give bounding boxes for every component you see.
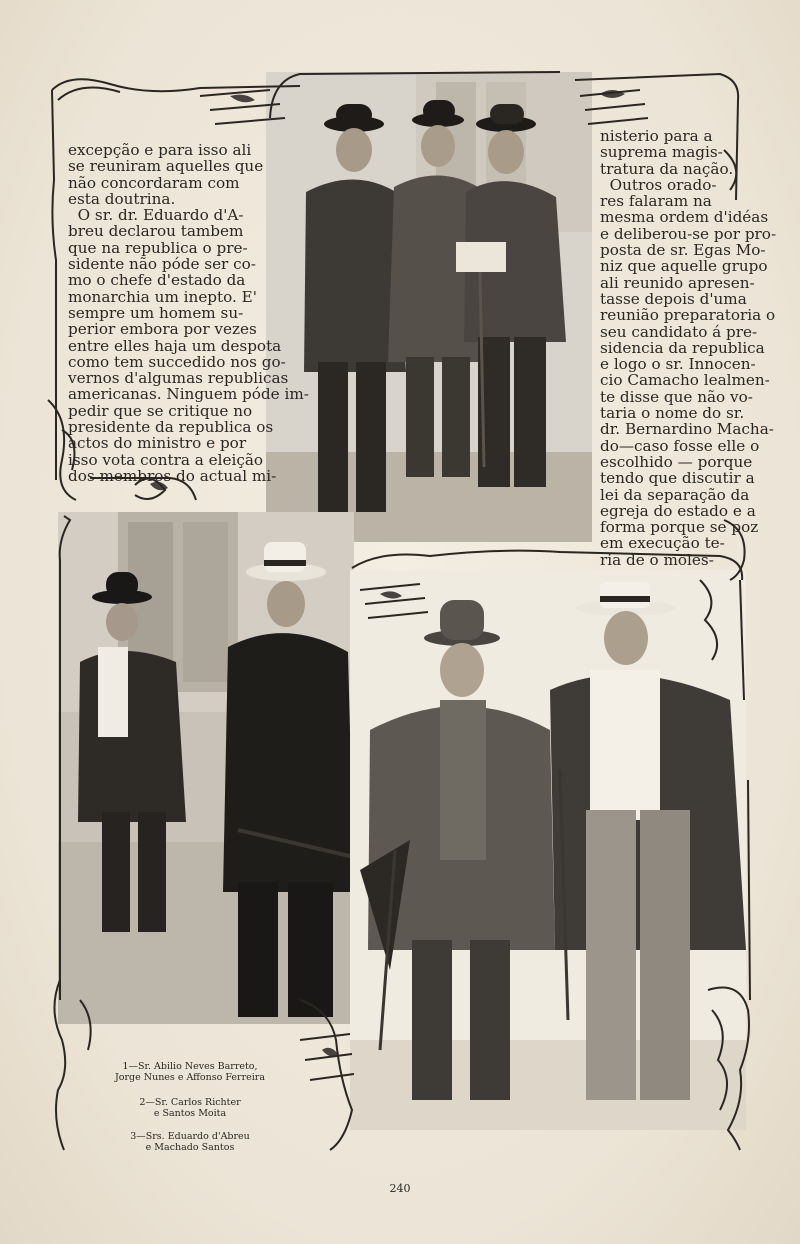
- page-number: 240: [389, 1182, 411, 1195]
- caption-photo-1: 1—Sr. Abilio Neves Barreto, Jorge Nunes e Affonso Ferreira: [114, 1061, 266, 1083]
- caption-photo-3: 3—Srs. Eduardo d'Abreu e Machado Santos: [130, 1131, 250, 1153]
- left-column-text: excepção e para isso ali se reuniram aquelles que não concordaram com esta doutrina. O sr. dr. Eduardo d'A- breu declarou tambem que na republica o pre- sidente não póde ser co- mo o chefe d'estado da monarchia um inepto. E' sempre um homem su- perior embora por vezes entre elles haja um despota como tem succedido nos go- vernos d'algumas republicas americanas. Ninguem póde pedir que se critique no presidente da republica os actos do ministro e por isso vota contra a eleição dos membros do actual mi-: [68, 141, 289, 485]
- caption-photo-2: 2—Sr. Carlos Richter e Santos Moita: [139, 1097, 241, 1119]
- right-column-text: nisterio para a suprema magis- tratura da nação. Outros orado- res falaram na mesma ordem d'idéas e deliberou-se por posta de sr. Egas niz que aquelle grupo ali reunido apresen- tasse depois d'uma reunião preparatoria seu candidato á pre- sidencia da republica e logo o sr. Innocen- cio Camacho lealmen- te disse que não vo- taria o nome do sr. dr. Bernardino Macha- do—caso fosse elle escolhido — porque tendo que discutir lei da separação da egreja do estado e forma porque se poz em execução te- ria de o moles-: [600, 127, 774, 569]
